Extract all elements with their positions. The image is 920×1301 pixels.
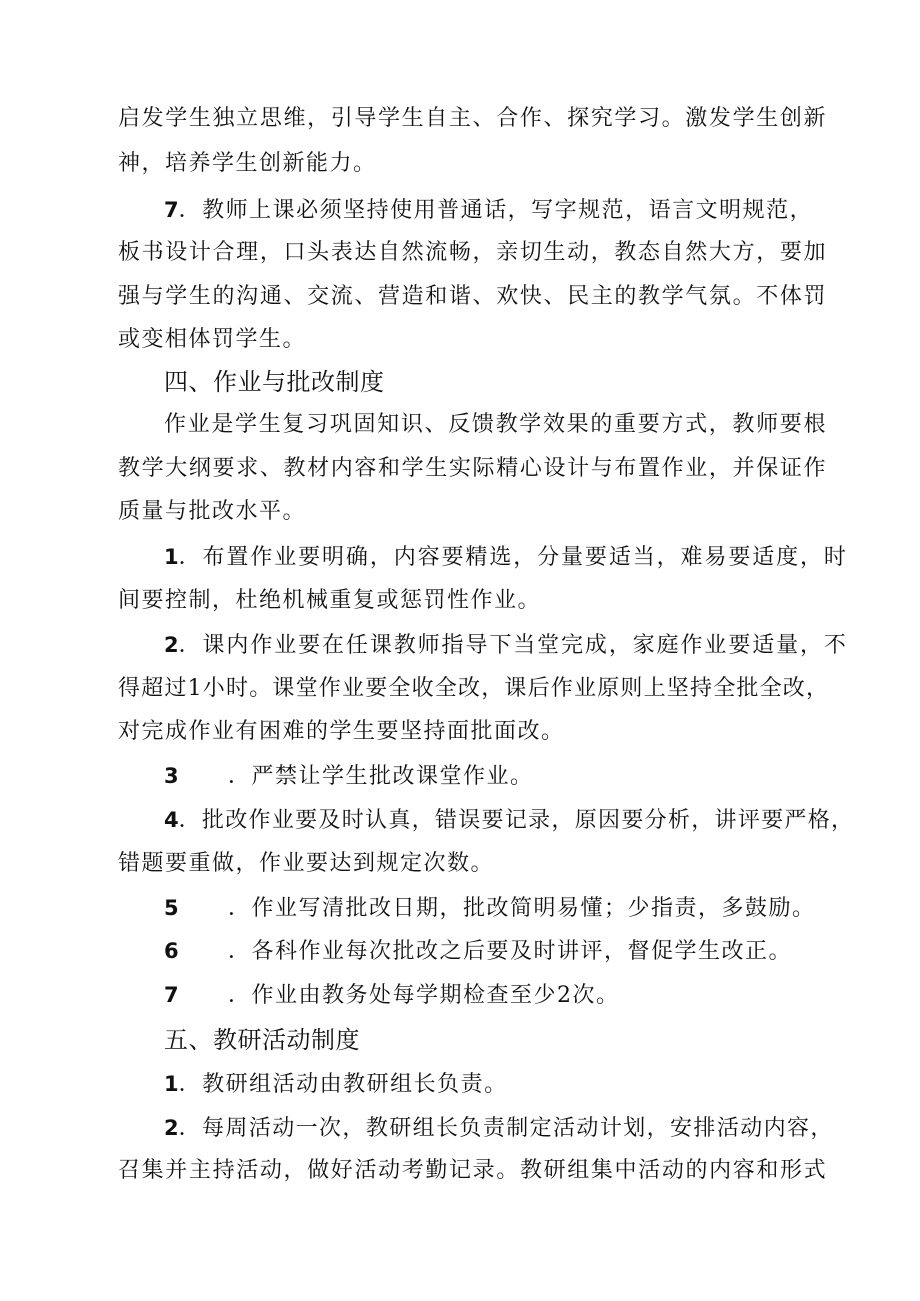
- item-number: 3: [164, 764, 179, 788]
- item-text: ．作业写清批改日期，批改简明易懂；少指责，多鼓励。: [228, 896, 816, 921]
- body-text-line: 召集并主持活动，做好活动考勤记录。教研组集中活动的内容和形式: [118, 1158, 827, 1183]
- list-item: [164, 937, 792, 965]
- list-item: [164, 981, 620, 1009]
- item-number: 5: [164, 896, 179, 920]
- item-number: 2: [164, 1116, 179, 1140]
- body-text-line: 教学大纲要求、教材内容和学生实际精心设计与布置作业，并保证作: [118, 456, 827, 481]
- body-text-line: 错题要重做，作业要达到规定次数。: [118, 851, 495, 876]
- body-text-line: 强与学生的沟通、交流、营造和谐、欢快、民主的教学气氛。不体罚: [118, 284, 827, 309]
- section-heading-homework: 四、作业与批改制度: [164, 368, 385, 396]
- item-number: 1: [164, 545, 179, 569]
- list-item: [164, 894, 816, 922]
- body-text-line: 质量与批改水平。: [118, 499, 307, 524]
- body-text-line: 神，培养学生创新能力。: [118, 151, 377, 176]
- list-item: [164, 806, 854, 834]
- item-text: ．批改作业要及时认真，错误要记录，原因要分析，讲评要严格，: [178, 808, 855, 833]
- body-text-line: 得超过1小时。课堂作业要全收全改，课后作业原则上坚持全批全改，: [118, 676, 830, 701]
- item-number: 6: [164, 939, 179, 963]
- item-number: 7: [164, 198, 179, 222]
- body-text-line: 间要控制，杜绝机械重复或惩罚性作业。: [118, 588, 542, 613]
- body-text-line: 板书设计合理，口头表达自然流畅，亲切生动，教态自然大方，要加: [118, 240, 827, 265]
- body-text-line: 对完成作业有困难的学生要坚持面批面改。: [118, 719, 565, 744]
- item-text: ．布置作业要明确，内容要精选，分量要适当，难易要适度，时: [178, 545, 848, 570]
- item-text: ．各科作业每次批改之后要及时讲评，督促学生改正。: [228, 939, 793, 964]
- item-number: 7: [164, 983, 179, 1007]
- item-text: ．课内作业要在任课教师指导下当堂完成，家庭作业要适量，不: [178, 633, 848, 658]
- item-text: ．作业由教务处每学期检查至少2次。: [228, 983, 620, 1008]
- item-text: ．严禁让学生批改课堂作业。: [228, 764, 534, 789]
- body-text-line: 启发学生独立思维，引导学生自主、合作、探究学习。激发学生创新: [118, 106, 827, 131]
- list-item: [164, 196, 813, 224]
- list-item: [164, 762, 534, 790]
- body-text-line: 作业是学生复习巩固知识、反馈教学效果的重要方式，教师要根: [164, 412, 827, 437]
- list-item: [164, 1114, 834, 1142]
- item-number: 4: [164, 808, 179, 832]
- item-number: 1: [164, 1072, 179, 1096]
- list-item: [164, 543, 848, 571]
- item-text: ．教师上课必须坚持使用普通话，写字规范，语言文明规范，: [178, 198, 814, 223]
- body-text-line: 或变相体罚学生。: [118, 327, 307, 352]
- section-heading-teaching-research: 五、教研活动制度: [164, 1026, 360, 1054]
- item-number: 2: [164, 633, 179, 657]
- list-item: [164, 631, 848, 659]
- item-text: ．教研组活动由教研组长负责。: [178, 1072, 508, 1097]
- list-item: [164, 1070, 508, 1098]
- item-text: ．每周活动一次，教研组长负责制定活动计划，安排活动内容，: [178, 1116, 834, 1141]
